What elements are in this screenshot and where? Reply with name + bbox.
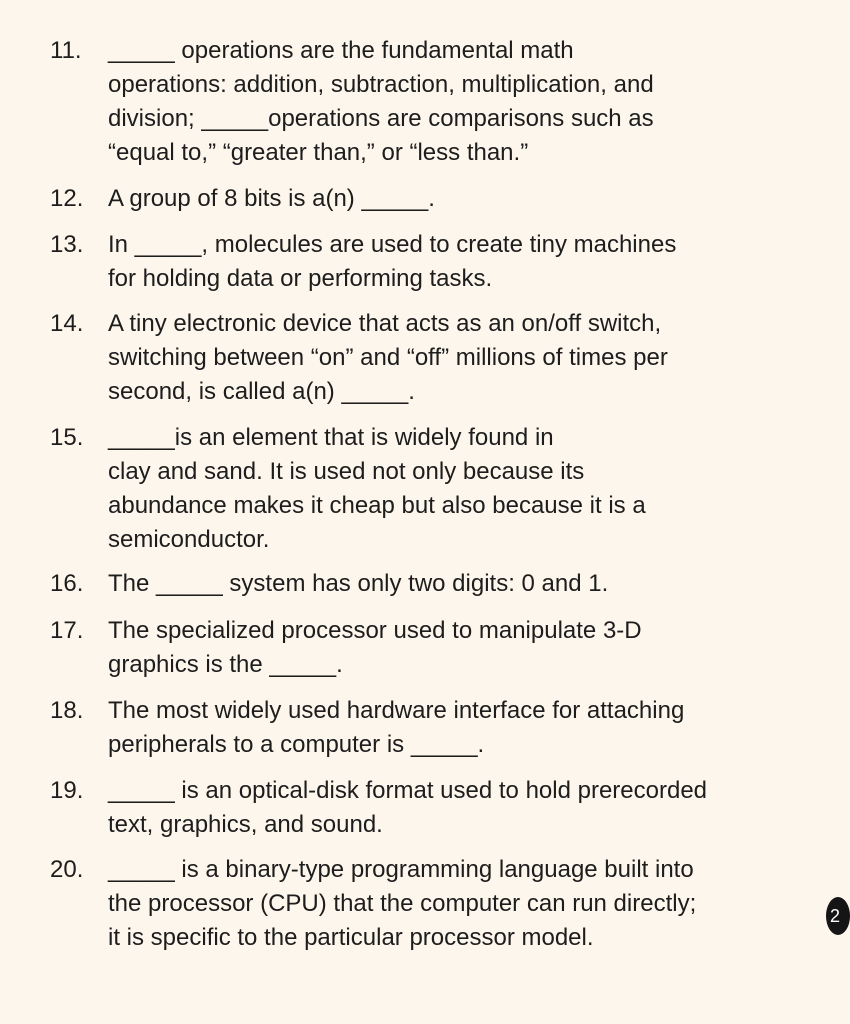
question-line: _____is an element that is widely found in <box>108 424 554 451</box>
question-line: _____ operations are the fundamental math <box>108 37 574 64</box>
question-line: In _____, molecules are used to create tiny machines <box>108 231 677 258</box>
question-text <box>108 307 828 409</box>
question-line: second, is called a(n) _____. <box>108 378 415 405</box>
page-number-badge: 2 <box>826 897 850 935</box>
question-text <box>108 228 828 296</box>
question-line: peripherals to a computer is _____. <box>108 731 485 758</box>
question-line: for holding data or performing tasks. <box>108 265 493 292</box>
question-text <box>108 182 828 216</box>
question-number: 15. <box>50 424 84 451</box>
question-line: The specialized processor used to manipulate 3-D <box>108 617 642 644</box>
question-text <box>108 774 828 842</box>
question-line: it is specific to the particular processor model. <box>108 924 594 951</box>
question-line: _____ is a binary-type programming language built into <box>108 856 694 883</box>
question-number: 17. <box>50 617 84 644</box>
question-line: “equal to,” “greater than,” or “less than.” <box>108 139 529 166</box>
question-text <box>108 567 828 601</box>
question-text <box>108 614 828 682</box>
question-line: semiconductor. <box>108 526 270 553</box>
question-text <box>108 421 828 557</box>
question-number: 12. <box>50 185 84 212</box>
question-number: 19. <box>50 777 84 804</box>
question-line: switching between “on” and “off” millions of times per <box>108 344 668 371</box>
question-number: 16. <box>50 570 84 597</box>
question-line: A group of 8 bits is a(n) _____. <box>108 185 435 212</box>
question-line: operations: addition, subtraction, multiplication, and <box>108 71 654 98</box>
question-text <box>108 694 828 762</box>
question-line: The _____ system has only two digits: 0 and 1. <box>108 570 609 597</box>
question-number: 20. <box>50 856 84 883</box>
question-line: text, graphics, and sound. <box>108 811 383 838</box>
question-line: A tiny electronic device that acts as an on/off switch, <box>108 310 662 337</box>
question-line: clay and sand. It is used not only because its <box>108 458 585 485</box>
question-number: 18. <box>50 697 84 724</box>
question-number: 14. <box>50 310 84 337</box>
question-line: division; _____operations are comparisons such as <box>108 105 654 132</box>
question-line: _____ is an optical-disk format used to hold prerecorded <box>108 777 708 804</box>
question-number: 13. <box>50 231 84 258</box>
question-line: the processor (CPU) that the computer can run directly; <box>108 890 697 917</box>
question-line: The most widely used hardware interface for attaching <box>108 697 685 724</box>
question-number: 11. <box>50 37 82 64</box>
question-line: graphics is the _____. <box>108 651 343 678</box>
question-line: abundance makes it cheap but also because it is a <box>108 492 646 519</box>
question-text <box>108 853 828 955</box>
question-text <box>108 34 828 170</box>
